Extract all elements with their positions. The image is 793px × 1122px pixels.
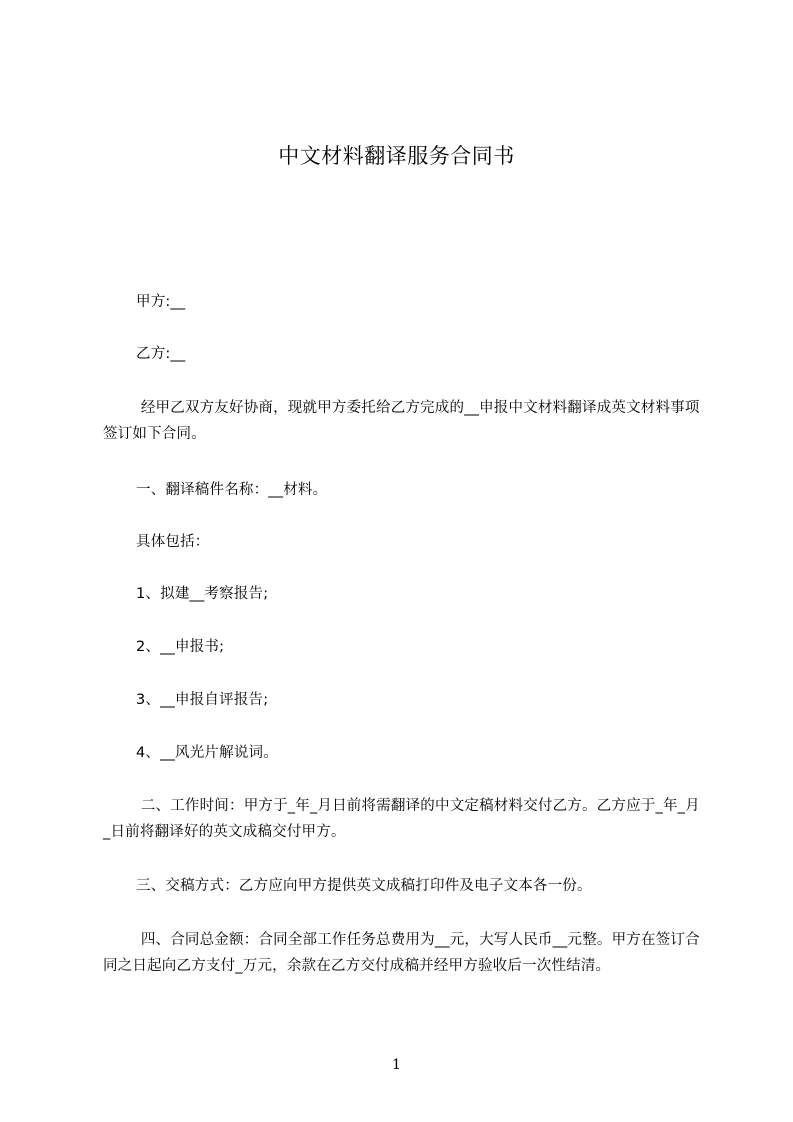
preamble-paragraph: 经甲乙双方友好协商，现就甲方委托给乙方完成的__申报中文材料翻译成英文材料事项签订如下合同。 xyxy=(103,400,700,442)
section-3-paragraph: 三、交稿方式：乙方应向甲方提供英文成稿打印件及电子文本各一份。 xyxy=(136,878,592,894)
section-1-heading: 一、翻译稿件名称：__材料。 xyxy=(136,482,328,498)
party-a-line: 甲方:__ xyxy=(136,294,186,310)
list-item-1: 1、拟建__考察报告; xyxy=(136,586,269,602)
list-item-4: 4、__风光片解说词。 xyxy=(136,745,278,761)
page-number: 1 xyxy=(392,1057,401,1073)
list-item-2: 2、__申报书; xyxy=(136,639,225,655)
specifics-heading: 具体包括： xyxy=(136,534,210,550)
section-4-paragraph: 四、合同总金额：合同全部工作任务总费用为__元，大写人民币__元整。甲方在签订合同之日起向乙方支付_万元，余款在乙方交付成稿并经甲方验收后一次性结清。 xyxy=(103,932,700,974)
document-title: 中文材料翻译服务合同书 xyxy=(278,144,515,168)
party-b-line: 乙方:__ xyxy=(136,346,186,362)
section-2-paragraph: 二、工作时间：甲方于_年_月日前将需翻译的中文定稿材料交付乙方。乙方应于_年_月_日前将翻译好的英文成稿交付甲方。 xyxy=(103,798,700,840)
list-item-3: 3、__申报自评报告; xyxy=(136,692,269,708)
